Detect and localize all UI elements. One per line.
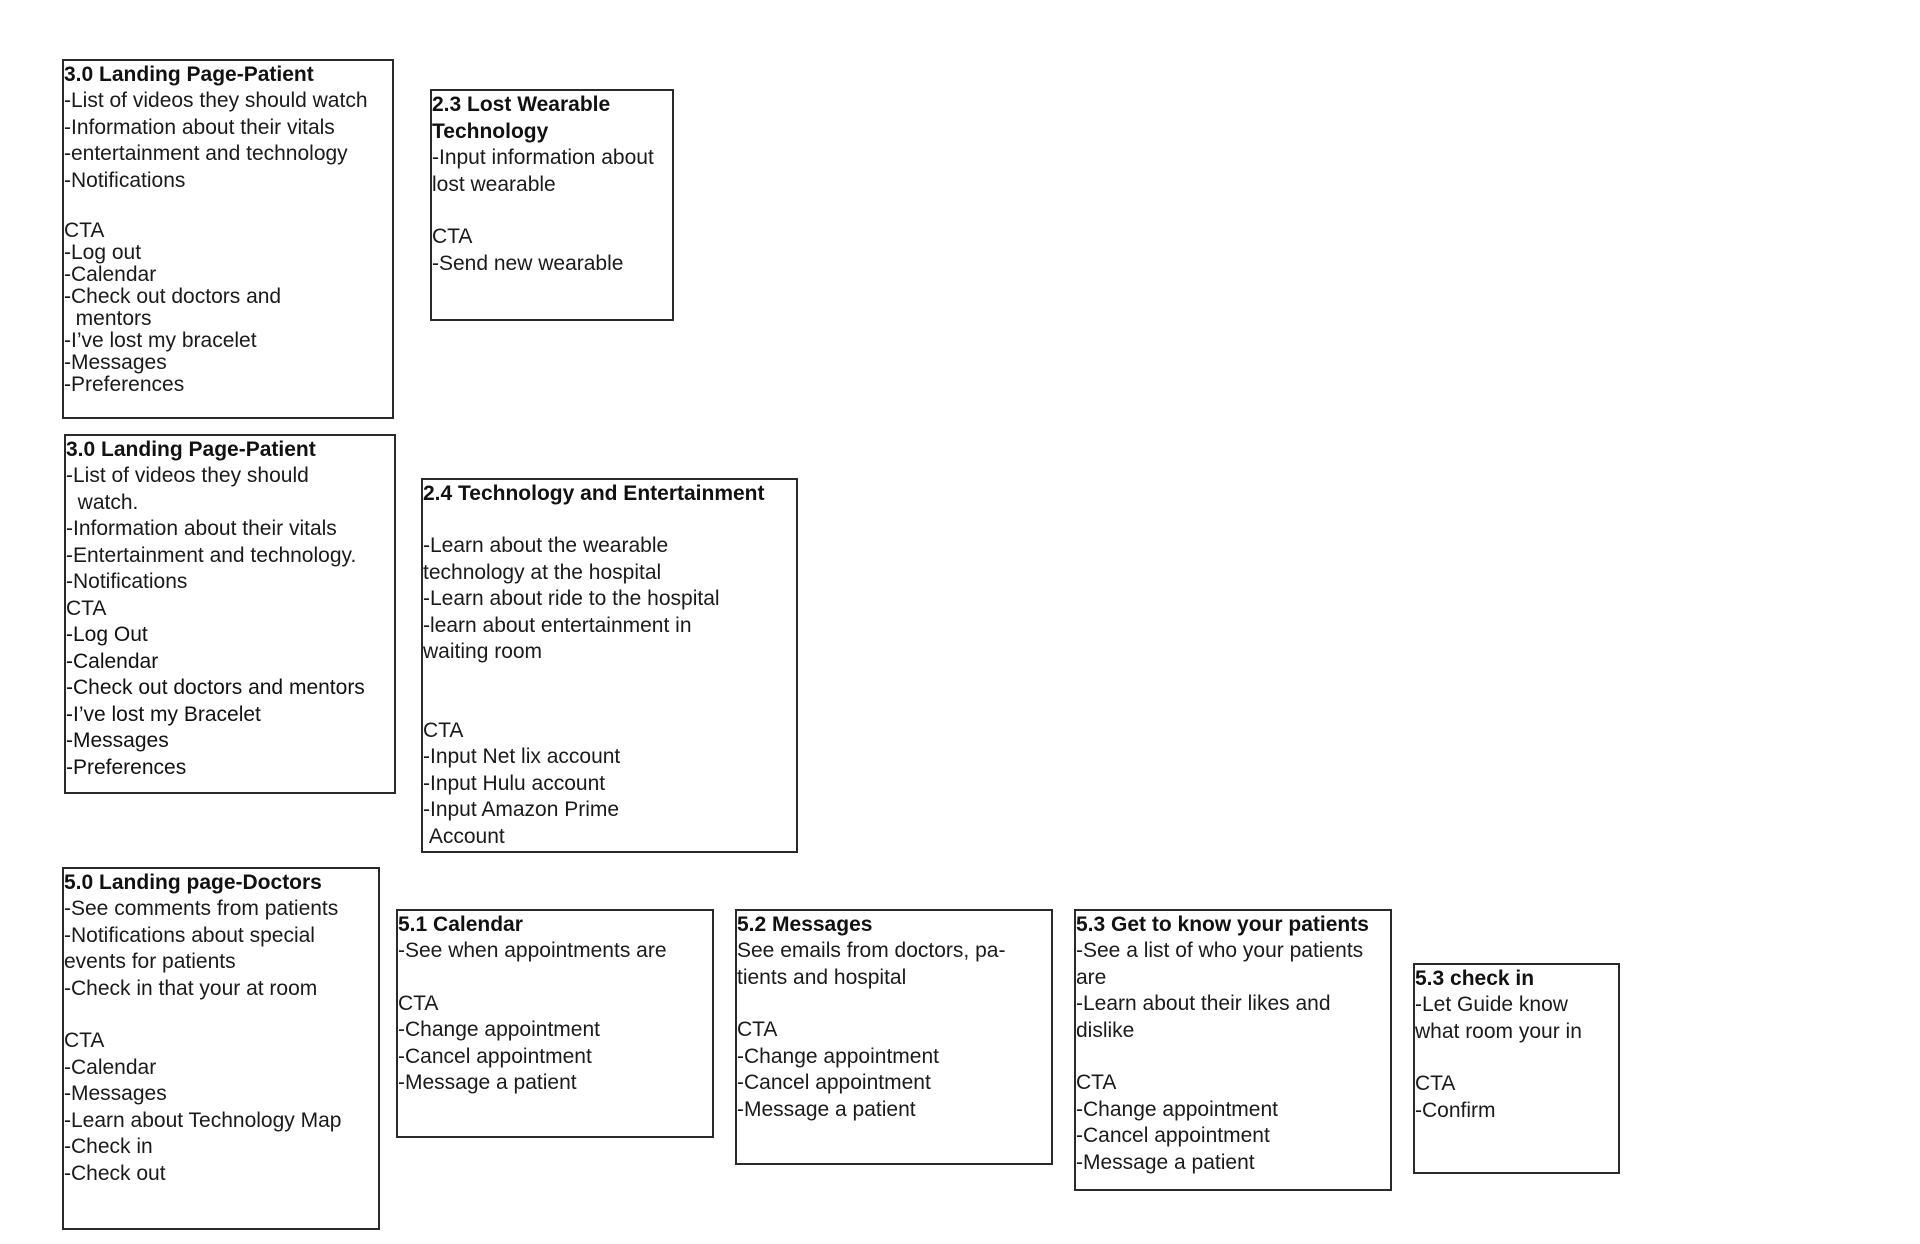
card-title: 3.0 Landing Page-Patient [64, 63, 314, 86]
list-item: -Learn about their likes and [1076, 992, 1331, 1015]
cta-item: -Cancel appointment [1076, 1124, 1270, 1147]
cta-item: -I’ve lost my bracelet [64, 329, 257, 352]
list-item: -Notifications [64, 168, 186, 192]
card-title: 5.3 Get to know your patients [1076, 913, 1369, 936]
cta-item: -Cancel appointment [398, 1044, 592, 1068]
cta-item: -Learn about Technology Map [64, 1108, 342, 1132]
cta-item: -Check out doctors and [64, 285, 282, 308]
list-item: waiting room [423, 640, 543, 663]
cta-item: Account [423, 824, 505, 848]
card-title: 3.0 Landing Page-Patient [66, 438, 316, 461]
list-item: tients and hospital [737, 965, 907, 989]
spacer [432, 198, 670, 224]
cta-item: -Change appointment [1076, 1097, 1278, 1121]
card-messages [735, 909, 1053, 1165]
list-item: -See a list of who your patients [1076, 939, 1364, 962]
card-calendar [396, 909, 714, 1138]
cta-item: -Change appointment [398, 1018, 600, 1041]
card-title: 5.0 Landing page-Doctors [64, 871, 322, 894]
list-item: -See comments from patients [64, 897, 339, 920]
cta-label: CTA [64, 1029, 105, 1052]
card-title: 5.2 Messages [737, 913, 873, 936]
cta-item: -Cancel appointment [737, 1071, 931, 1094]
cta-item: -Send new wearable [432, 251, 624, 275]
card-lost-wearable [430, 89, 674, 321]
list-item: -List of videos they should [66, 464, 309, 487]
cta-item: -Input Net lix account [423, 745, 621, 768]
cta-item: -Preferences [64, 373, 185, 396]
cta-item: -Check out [64, 1161, 166, 1185]
list-item: events for patients [64, 950, 236, 973]
cta-item: -Messages [64, 1082, 167, 1105]
cta-item: -Calendar [66, 649, 159, 673]
card-title: 2.4 Technology and Entertainment [423, 482, 765, 505]
list-item: -Learn about the wearable [423, 534, 669, 557]
cta-label: CTA [398, 991, 439, 1015]
cta-label: CTA [432, 225, 473, 248]
cta-label: CTA [64, 219, 105, 242]
cta-item: -Check out doctors and mentors [66, 676, 365, 699]
list-item: -Check in that your at room [64, 976, 318, 1000]
cta-item: -Log Out [66, 623, 148, 646]
cta-item: -Calendar [64, 1055, 157, 1079]
card-tech-entertainment [421, 478, 798, 853]
list-item: -Let Guide know [1415, 993, 1568, 1016]
list-item: watch. [66, 490, 139, 514]
spacer [423, 666, 794, 718]
list-item: -learn about entertainment in [423, 613, 692, 637]
cta-label: CTA [423, 718, 464, 742]
spacer [1076, 1044, 1388, 1070]
list-item: -Learn about ride to the hospital [423, 587, 720, 610]
list-item: what room your in [1415, 1019, 1582, 1043]
list-item: See emails from doctors, pa- [737, 939, 1006, 962]
list-item: -List of videos they should watch [64, 89, 368, 112]
cta-item: -Input Hulu account [423, 771, 606, 795]
spacer [423, 507, 794, 533]
card-check-in [1413, 963, 1620, 1174]
spacer [64, 1002, 376, 1028]
cta-item: -Message a patient [398, 1071, 577, 1094]
cta-label: CTA [1415, 1072, 1456, 1095]
cta-item: -Change appointment [737, 1044, 939, 1068]
spacer [64, 194, 390, 220]
list-item: -entertainment and technology [64, 142, 348, 165]
spacer [398, 965, 710, 991]
card-title-line: 2.3 Lost Wearable [432, 93, 611, 116]
list-item: technology at the hospital [423, 560, 662, 584]
card-landing-doctors [62, 867, 380, 1230]
card-title-line: Technology [432, 120, 549, 143]
cta-item: -Check in [64, 1135, 153, 1158]
spacer [1415, 1045, 1616, 1071]
cta-item: -I’ve lost my Bracelet [66, 702, 261, 726]
card-know-patients [1074, 909, 1392, 1191]
card-landing-patient-b [64, 434, 396, 794]
card-title: 5.3 check in [1415, 967, 1535, 990]
list-item: -Information about their vitals [66, 517, 337, 540]
cta-item: -Messages [66, 729, 169, 752]
cta-item: -Messages [64, 351, 167, 374]
card-title: 5.1 Calendar [398, 913, 523, 936]
list-item: lost wearable [432, 172, 556, 196]
cta-item: -Message a patient [737, 1097, 916, 1121]
cta-item: mentors [64, 307, 152, 330]
list-item: -See when appointments are [398, 939, 667, 962]
card-landing-patient-a [62, 59, 394, 419]
cta-item: -Preferences [66, 755, 187, 779]
list-item: -Input information about [432, 146, 654, 169]
list-item: -Information about their vitals [64, 115, 335, 139]
list-item: dislike [1076, 1018, 1135, 1042]
list-item: -Entertainment and technology. [66, 543, 357, 567]
list-item: are [1076, 965, 1107, 989]
cta-label: CTA [737, 1018, 778, 1041]
cta-item: -Calendar [64, 263, 157, 286]
cta-item: -Confirm [1415, 1098, 1496, 1122]
spacer [737, 991, 1049, 1017]
cta-item: -Message a patient [1076, 1150, 1255, 1174]
cta-item: -Log out [64, 241, 142, 264]
cta-label: CTA [1076, 1071, 1117, 1094]
cta-label: CTA [66, 596, 107, 620]
cta-item: -Input Amazon Prime [423, 798, 620, 821]
list-item: -Notifications [66, 570, 188, 593]
list-item: -Notifications about special [64, 923, 315, 947]
